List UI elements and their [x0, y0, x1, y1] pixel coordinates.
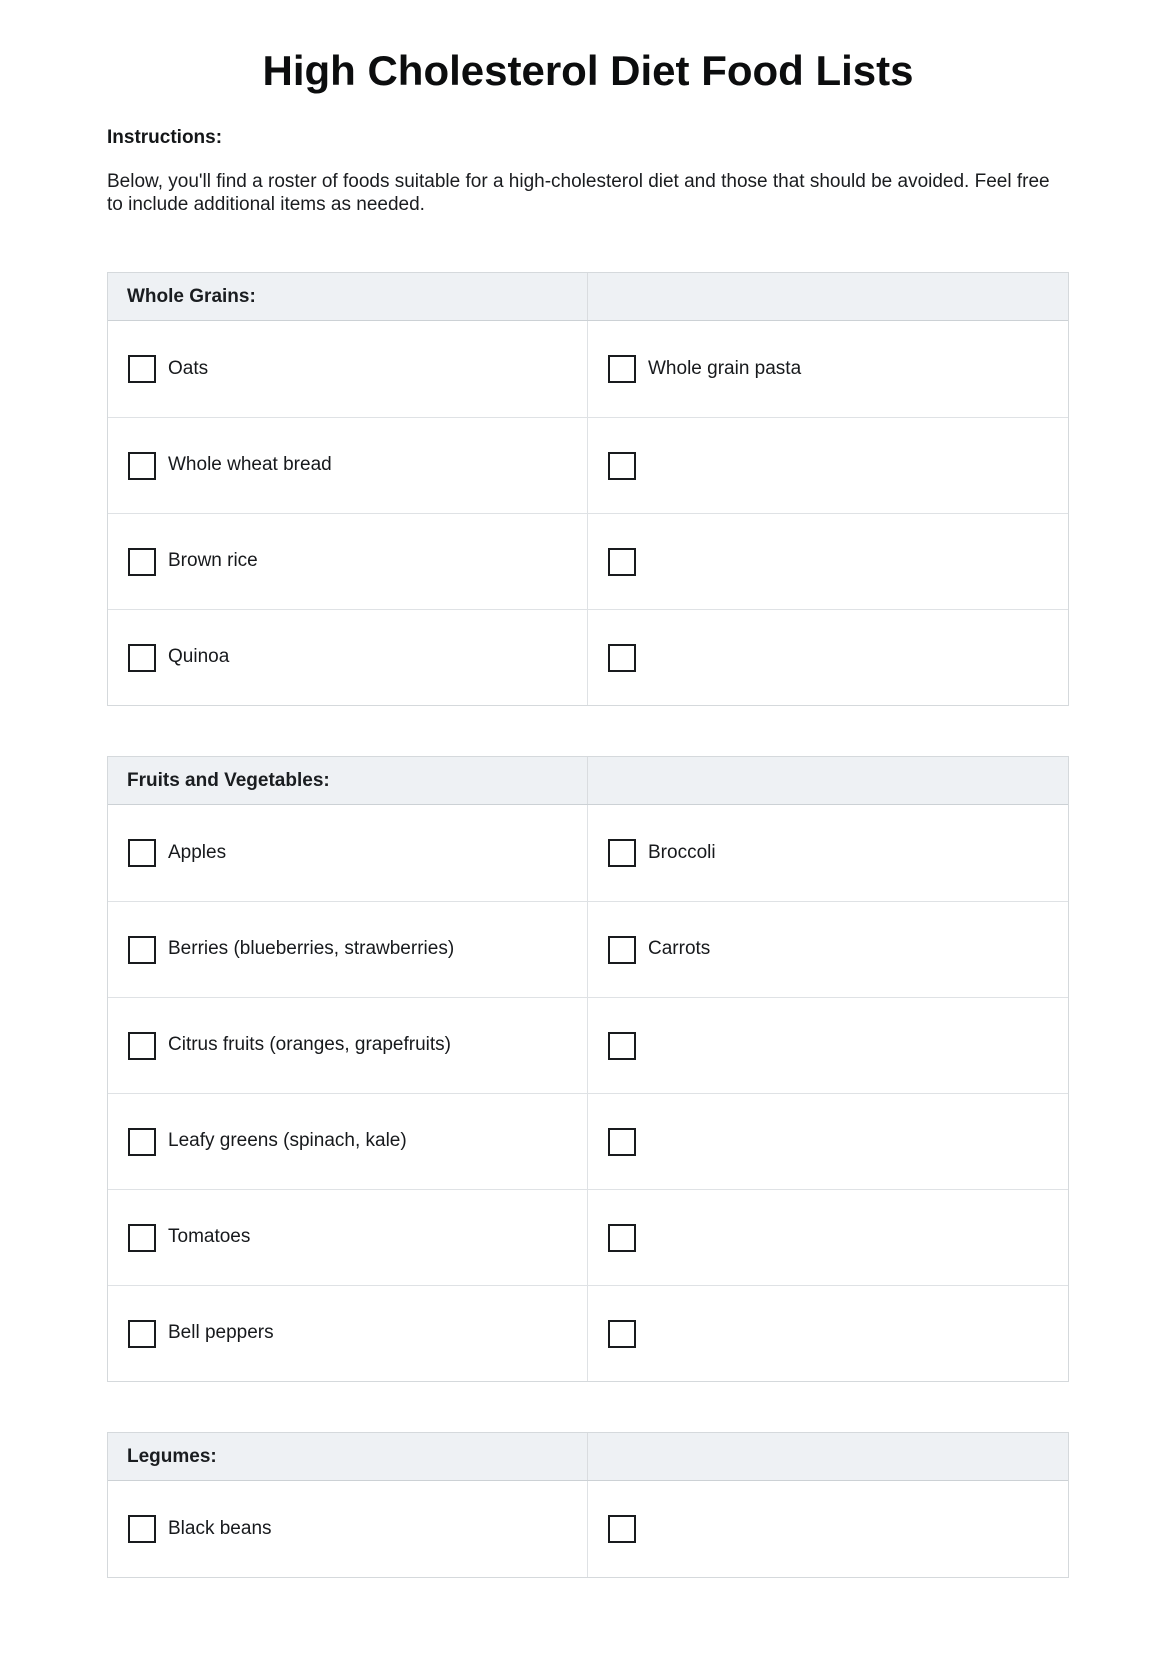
section-header-empty-cell — [588, 273, 1068, 320]
food-label: Apples — [168, 841, 227, 863]
section-rows — [108, 805, 1068, 1381]
food-label: Whole grain pasta — [648, 357, 802, 379]
section-header-row — [108, 1433, 1068, 1481]
table-row — [108, 609, 1068, 705]
food-item-cell — [108, 998, 588, 1093]
food-checkbox[interactable] — [128, 1224, 156, 1252]
food-label: Carrots — [648, 938, 711, 960]
document-page — [0, 48, 1176, 1624]
section-rows — [108, 1481, 1068, 1577]
section-rows — [108, 321, 1068, 705]
food-checkbox[interactable] — [128, 1320, 156, 1348]
section-header-title-cell — [108, 757, 588, 804]
food-label: Tomatoes — [168, 1226, 251, 1248]
food-label: Berries (blueberries, strawberries) — [168, 938, 455, 960]
food-checkbox[interactable] — [128, 548, 156, 576]
table-row — [108, 805, 1068, 901]
food-checkbox[interactable] — [128, 1032, 156, 1060]
food-item-cell — [588, 902, 1068, 997]
food-item-cell — [588, 610, 1068, 705]
table-row — [108, 997, 1068, 1093]
food-checkbox[interactable] — [128, 355, 156, 383]
food-checkbox[interactable] — [608, 839, 636, 867]
food-item-cell — [588, 1286, 1068, 1381]
section-header-empty-cell — [588, 757, 1068, 804]
food-checkbox[interactable] — [608, 1320, 636, 1348]
food-checkbox[interactable] — [128, 1128, 156, 1156]
food-list-sections — [107, 272, 1069, 1578]
section-title: Legumes: — [127, 1445, 217, 1467]
food-label: Bell peppers — [168, 1322, 274, 1344]
section-header-title-cell — [108, 273, 588, 320]
food-checkbox[interactable] — [128, 644, 156, 672]
section-title: Fruits and Vegetables: — [127, 769, 330, 791]
food-item-cell — [108, 1094, 588, 1189]
table-row — [108, 1189, 1068, 1285]
food-item-cell — [108, 514, 588, 609]
instructions-heading: Instructions: — [107, 127, 223, 149]
food-list-section — [107, 1432, 1069, 1578]
table-row — [108, 513, 1068, 609]
food-item-cell — [108, 1190, 588, 1285]
food-item-cell — [588, 1190, 1068, 1285]
food-checkbox[interactable] — [608, 452, 636, 480]
food-item-cell — [588, 998, 1068, 1093]
food-list-section — [107, 272, 1069, 706]
section-header-row — [108, 757, 1068, 805]
food-item-cell — [588, 805, 1068, 901]
food-checkbox[interactable] — [128, 936, 156, 964]
food-checkbox[interactable] — [128, 839, 156, 867]
food-item-cell — [108, 902, 588, 997]
table-row — [108, 1481, 1068, 1577]
food-checkbox[interactable] — [608, 1224, 636, 1252]
table-row — [108, 417, 1068, 513]
food-item-cell — [588, 1094, 1068, 1189]
section-title: Whole Grains: — [127, 285, 256, 307]
food-checkbox[interactable] — [608, 1515, 636, 1543]
food-item-cell — [588, 514, 1068, 609]
food-label: Black beans — [168, 1517, 272, 1539]
table-row — [108, 321, 1068, 417]
food-item-cell — [108, 418, 588, 513]
food-checkbox[interactable] — [128, 1515, 156, 1543]
food-item-cell — [108, 321, 588, 417]
food-checkbox[interactable] — [608, 1128, 636, 1156]
food-checkbox[interactable] — [128, 452, 156, 480]
food-label: Broccoli — [648, 841, 716, 863]
table-row — [108, 1093, 1068, 1189]
food-checkbox[interactable] — [608, 936, 636, 964]
food-item-cell — [588, 321, 1068, 417]
food-list-section — [107, 756, 1069, 1382]
food-label: Citrus fruits (oranges, grapefruits) — [168, 1034, 451, 1056]
section-header-title-cell — [108, 1433, 588, 1480]
instructions-paragraph: Below, you'll find a roster of foods suitable for a high-cholesterol diet and those that should be avoided. Feel free to include additional items as needed. — [107, 171, 1050, 215]
table-row — [108, 1285, 1068, 1381]
food-checkbox[interactable] — [608, 548, 636, 576]
section-header-row — [108, 273, 1068, 321]
food-item-cell — [108, 805, 588, 901]
food-item-cell — [108, 610, 588, 705]
food-checkbox[interactable] — [608, 644, 636, 672]
food-item-cell — [588, 1481, 1068, 1577]
food-label: Leafy greens (spinach, kale) — [168, 1130, 407, 1152]
food-item-cell — [588, 418, 1068, 513]
food-checkbox[interactable] — [608, 355, 636, 383]
food-checkbox[interactable] — [608, 1032, 636, 1060]
food-label: Whole wheat bread — [168, 454, 332, 476]
food-item-cell — [108, 1481, 588, 1577]
food-label: Oats — [168, 357, 209, 379]
section-header-empty-cell — [588, 1433, 1068, 1480]
food-item-cell — [108, 1286, 588, 1381]
page-title: High Cholesterol Diet Food Lists — [262, 47, 914, 94]
table-row — [108, 901, 1068, 997]
food-label: Quinoa — [168, 646, 230, 668]
food-label: Brown rice — [168, 550, 258, 572]
